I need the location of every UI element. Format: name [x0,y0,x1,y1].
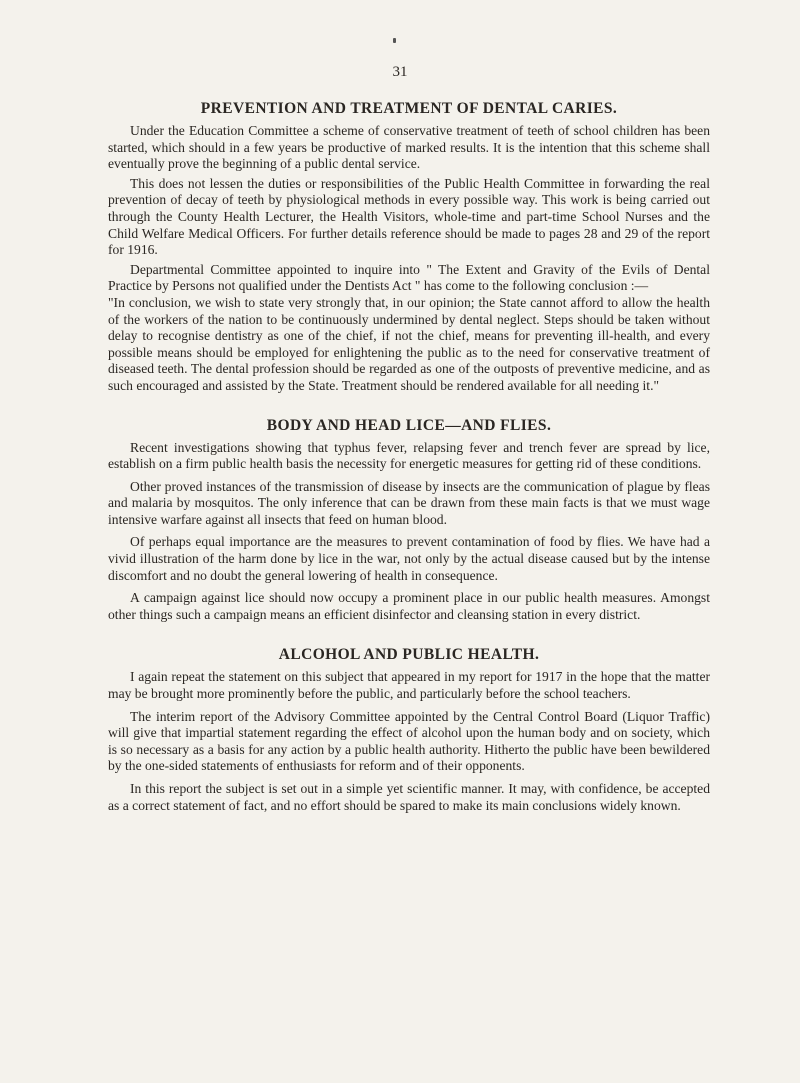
paragraph: Of perhaps equal importance are the measures to prevent contamination of food by flies. We have had a vivid illustration of the harm done by lice in the war, not only by the actual disease caused but by the intense discomfort and no doubt the general lowering of health in consequence. [108,534,710,583]
paragraph: Recent investigations showing that typhus fever, relapsing fever and trench fever are spread by lice, establish on a firm public health basis the necessity for energetic measures for getting rid of these conditions. [108,439,710,472]
section-lice-and-flies [108,417,710,624]
paragraph: Other proved instances of the transmission of disease by insects are the communication of plague by fleas and malaria by mosquitos. The only inference that can be drawn from these main facts is that we must wage intensive warfare against all insects that feed on human blood. [108,478,710,527]
print-mark [393,38,396,43]
paragraph: The interim report of the Advisory Committee appointed by the Central Control Board (Liquor Traffic) will give that impartial statement regarding the effect of alcohol upon the human body and on society, which is so necessary as a basis for any action by a public health authority. Hitherto the public have been bewildered by the one-sided statements of enthusiasts for reform and of their opponents. [108,708,710,774]
section-heading: PREVENTION AND TREATMENT OF DENTAL CARIES. [200,100,618,117]
page-number: 31 [392,64,408,80]
section-heading: ALCOHOL AND PUBLIC HEALTH. [278,646,540,664]
paragraph: This does not lessen the duties or responsibilities of the Public Health Committee in forwarding the real prevention of decay of teeth by physiological methods in every possible way. This work is being carried out through the County Health Lecturer, the Health Visitors, whole-time and part-time School Nurses and the Child Welfare Medical Officers. For further details reference should be made to pages 28 and 29 of the report for 1916. [108,175,710,258]
section-heading: BODY AND HEAD LICE—AND FLIES. [266,416,552,434]
paragraph: A campaign against lice should now occupy a prominent place in our public health measures. Amongst other things such a campaign means an efficient disinfector and cleansing station in every district. [108,590,710,622]
paragraph: I again repeat the statement on this subject that appeared in my report for 1917 in the hope that the matter may be brought more prominently before the public, and particularly before the school teachers. [108,669,710,702]
paragraph: Under the Education Committee a scheme of conservative treatment of teeth of school children has been started, which should in a few years be productive of marked results. It is the intention that this scheme shall eventually prove the beginning of a public dental service. [108,123,710,172]
paragraph: Departmental Committee appointed to inquire into " The Extent and Gravity of the Evils of Dental Practice by Persons not qualified under the Dentists Act " has come to the following conclusion :— [108,261,710,294]
paragraph: In this report the subject is set out in a simple yet scientific manner. It may, with confidence, be accepted as a correct statement of fact, and no effort should be spared to make its main conclusions widely known. [108,781,710,813]
section-dental-caries [108,100,710,395]
quoted-conclusion: "In conclusion, we wish to state very strongly that, in our opinion; the State cannot afford to allow the health of the workers of the nation to be continuously undermined by dental neglect. Steps should be taken without delay to recognise dentistry as one of the chief, if not the chief, means for preventing ill-health, and every possible means should be employed for enlightening the public as to the need for conservative treatment of diseased teeth. The dental profession should be regarded as one of the outposts of preventive medicine, and as such encouraged and assisted by the State. Treatment should be rendered available for all needing it." [108,294,710,393]
section-alcohol-public-health [108,646,710,814]
